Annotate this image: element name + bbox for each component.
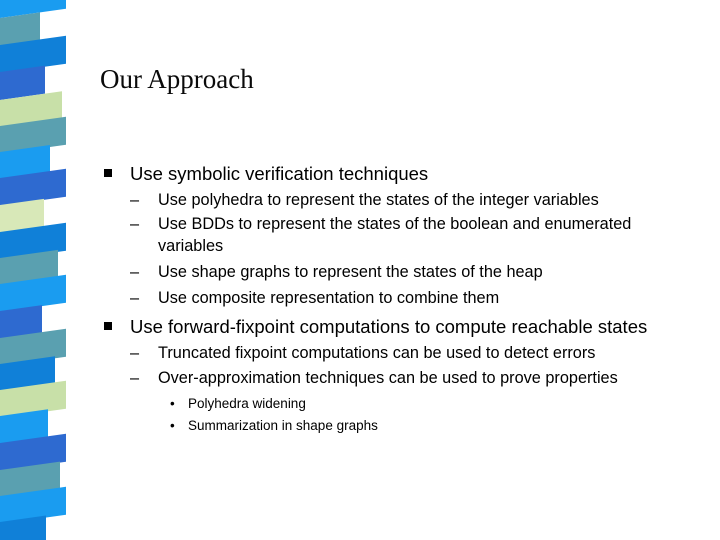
sub-bullet-text: Use polyhedra to represent the states of the integer variables <box>158 191 599 209</box>
sub-sub-bullet-text: Summarization in shape graphs <box>188 418 378 433</box>
square-bullet-icon <box>104 322 112 330</box>
dash-marker: – <box>130 215 140 233</box>
bullet-text: Use symbolic verification techniques <box>130 163 429 184</box>
bullet-text: Use forward-fixpoint computations to compute reachable states <box>130 316 648 337</box>
sub-sub-bullet-text: Polyhedra widening <box>188 396 306 411</box>
sub-bullet-text: Use shape graphs to represent the states of the heap <box>158 263 543 281</box>
sub-bullet-text: variables <box>158 237 224 255</box>
sub-bullet-text: Use BDDs to represent the states of the boolean and enumerated <box>158 215 632 233</box>
sub-bullet-text: Use composite representation to combine them <box>158 289 500 307</box>
dash-marker: – <box>130 369 140 387</box>
square-bullet-icon <box>104 169 112 177</box>
sub-bullet-text: Truncated fixpoint computations can be used to detect errors <box>158 344 596 362</box>
decorative-side-stripe <box>0 0 66 540</box>
dot-marker: • <box>170 396 175 411</box>
dash-marker: – <box>130 263 140 281</box>
dash-marker: – <box>130 191 140 209</box>
dash-marker: – <box>130 344 140 362</box>
sub-bullet-text: Over-approximation techniques can be used to prove properties <box>158 369 618 387</box>
dash-marker: – <box>130 289 140 307</box>
slide-title: Our Approach <box>100 64 254 94</box>
dot-marker: • <box>170 418 175 433</box>
